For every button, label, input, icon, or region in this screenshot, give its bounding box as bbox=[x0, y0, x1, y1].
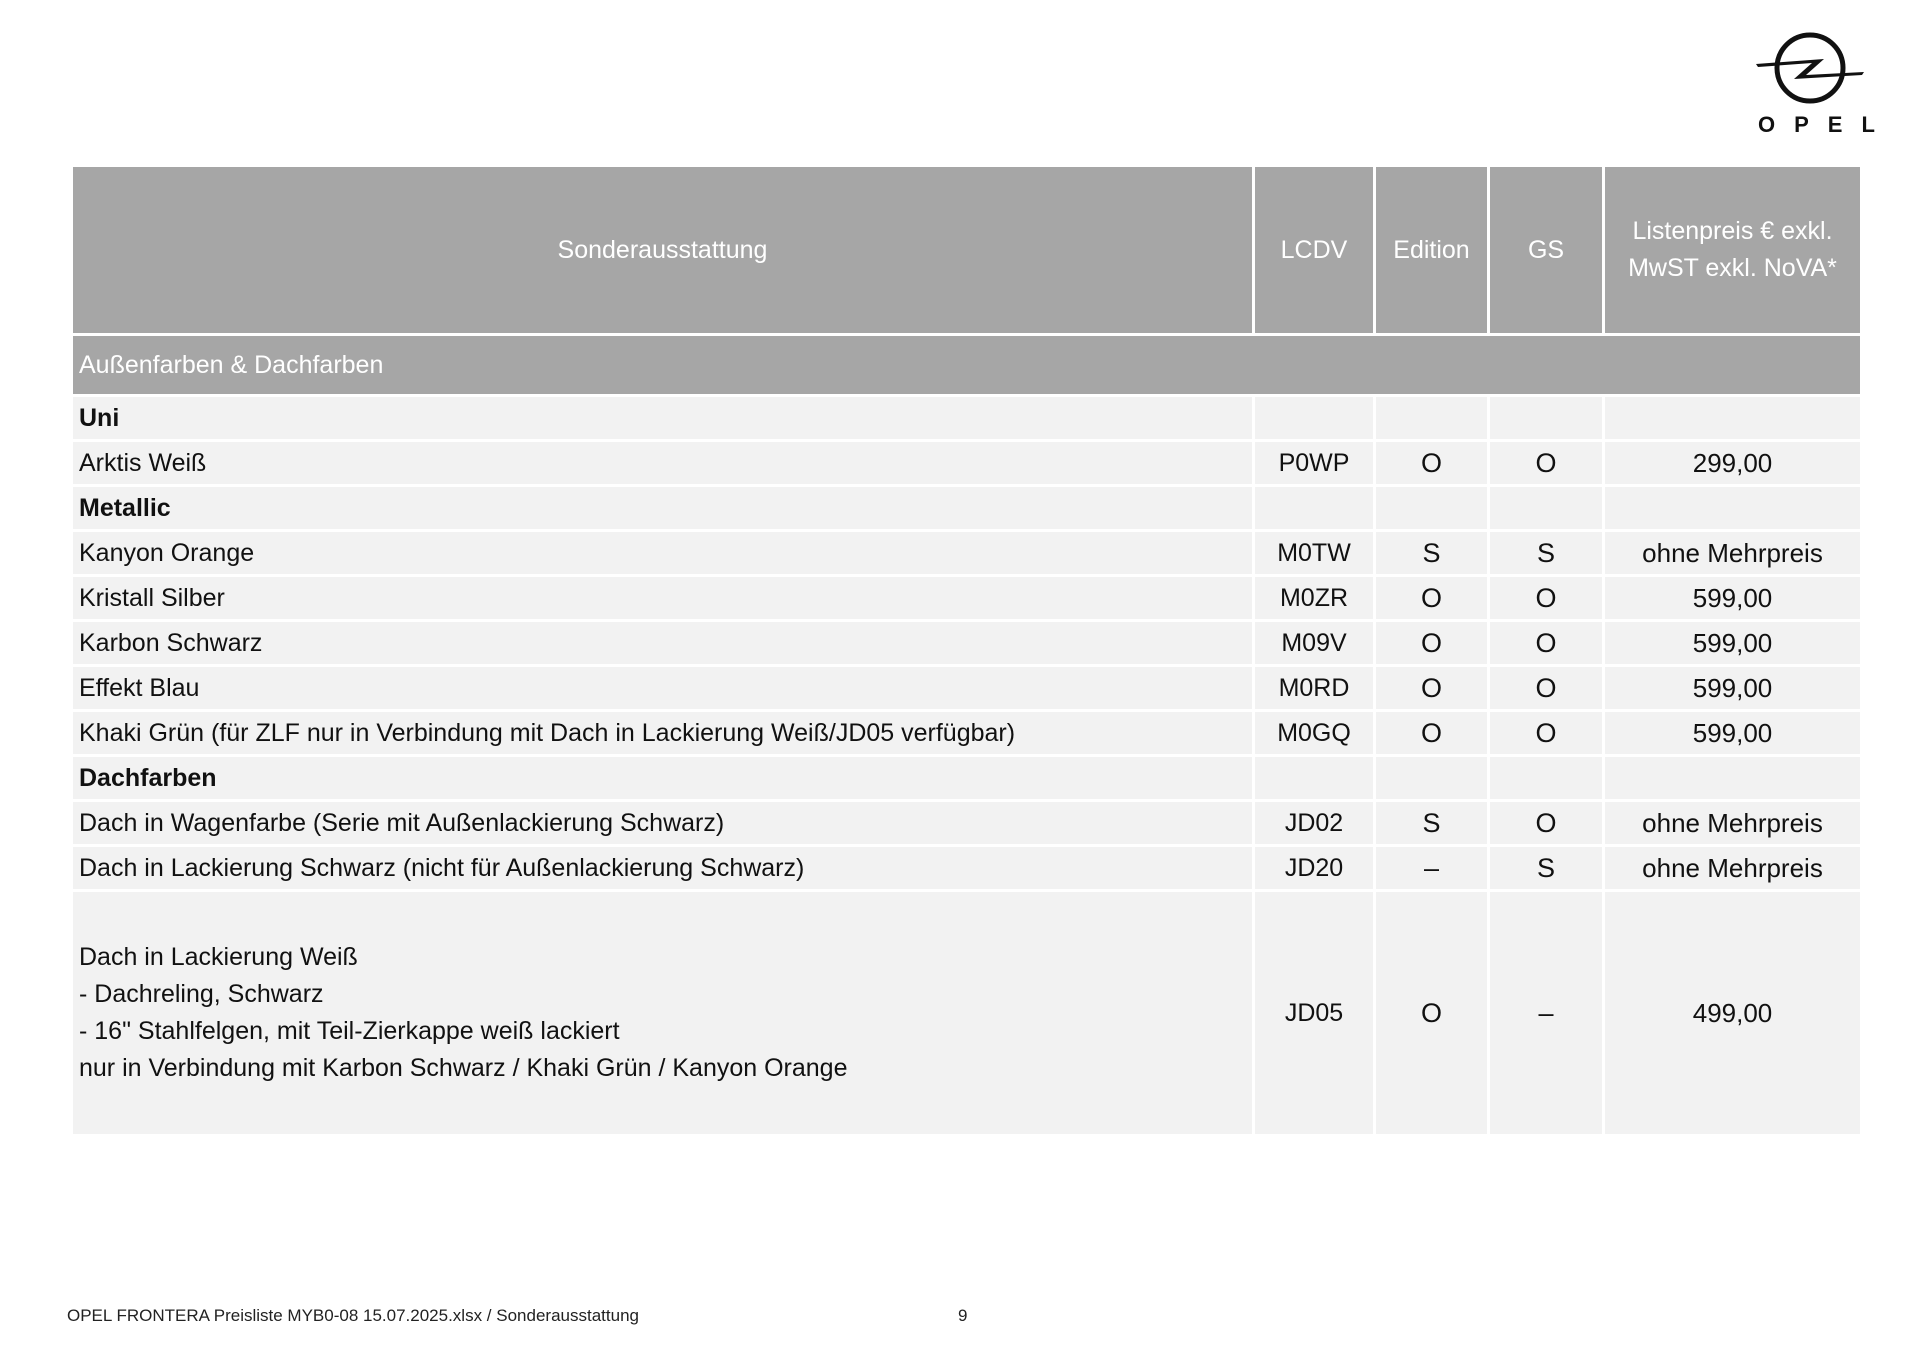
option-price: 599,00 bbox=[1604, 576, 1862, 621]
table-row bbox=[72, 846, 1862, 891]
section-title: Außenfarben & Dachfarben bbox=[72, 335, 1862, 396]
option-label: Kristall Silber bbox=[72, 576, 1254, 621]
edition-availability: O bbox=[1375, 621, 1489, 666]
edition-availability: – bbox=[1375, 846, 1489, 891]
edition-availability: O bbox=[1375, 666, 1489, 711]
option-label: Dach in Lackierung Schwarz (nicht für Außenlackierung Schwarz) bbox=[72, 846, 1254, 891]
table-row bbox=[72, 576, 1862, 621]
gs-availability: O bbox=[1489, 801, 1604, 846]
empty-cell bbox=[1254, 756, 1375, 801]
option-line: Dach in Lackierung Weiß bbox=[79, 943, 358, 971]
option-code: JD20 bbox=[1254, 846, 1375, 891]
header-sonderausstattung: Sonderausstattung bbox=[72, 166, 1254, 335]
option-line: - Dachreling, Schwarz bbox=[79, 980, 324, 1008]
header-gs: GS bbox=[1489, 166, 1604, 335]
option-label-multiline bbox=[72, 891, 1254, 1136]
table-row-white-roof bbox=[72, 891, 1862, 1136]
option-label: Effekt Blau bbox=[72, 666, 1254, 711]
empty-cell bbox=[1375, 756, 1489, 801]
gs-availability: S bbox=[1489, 531, 1604, 576]
empty-cell bbox=[1604, 486, 1862, 531]
gs-availability: S bbox=[1489, 846, 1604, 891]
option-code: JD02 bbox=[1254, 801, 1375, 846]
option-label: Karbon Schwarz bbox=[72, 621, 1254, 666]
table-row bbox=[72, 441, 1862, 486]
edition-availability: S bbox=[1375, 531, 1489, 576]
option-price: ohne Mehrpreis bbox=[1604, 801, 1862, 846]
page-number: 9 bbox=[958, 1306, 968, 1325]
group-row bbox=[72, 486, 1862, 531]
group-row bbox=[72, 396, 1862, 441]
gs-availability: O bbox=[1489, 666, 1604, 711]
option-price: 499,00 bbox=[1604, 891, 1862, 1136]
option-line: - 16" Stahlfelgen, mit Teil-Zierkappe weiß lackiert bbox=[79, 1017, 620, 1045]
option-code: P0WP bbox=[1254, 441, 1375, 486]
gs-availability: – bbox=[1489, 891, 1604, 1136]
group-label: Dachfarben bbox=[72, 756, 1254, 801]
table-row bbox=[72, 621, 1862, 666]
option-label: Arktis Weiß bbox=[72, 441, 1254, 486]
empty-cell bbox=[1489, 396, 1604, 441]
gs-availability: O bbox=[1489, 711, 1604, 756]
empty-cell bbox=[1375, 396, 1489, 441]
option-price: ohne Mehrpreis bbox=[1604, 531, 1862, 576]
option-line: nur in Verbindung mit Karbon Schwarz / Khaki Grün / Kanyon Orange bbox=[79, 1054, 848, 1082]
empty-cell bbox=[1489, 486, 1604, 531]
opel-blitz-icon bbox=[1754, 28, 1866, 108]
empty-cell bbox=[1489, 756, 1604, 801]
table-row bbox=[72, 801, 1862, 846]
price-table bbox=[70, 164, 1863, 1137]
footer-source: OPEL FRONTERA Preisliste MYB0-08 15.07.2025.xlsx / Sonderausstattung bbox=[67, 1306, 639, 1325]
edition-availability: O bbox=[1375, 576, 1489, 621]
gs-availability: O bbox=[1489, 441, 1604, 486]
edition-availability: O bbox=[1375, 441, 1489, 486]
opel-logo bbox=[1748, 28, 1894, 138]
group-row bbox=[72, 756, 1862, 801]
empty-cell bbox=[1604, 396, 1862, 441]
header-listenpreis: Listenpreis € exkl. MwST exkl. NoVA* bbox=[1604, 166, 1862, 335]
option-label: Dach in Wagenfarbe (Serie mit Außenlackierung Schwarz) bbox=[72, 801, 1254, 846]
option-price: 599,00 bbox=[1604, 621, 1862, 666]
gs-availability: O bbox=[1489, 576, 1604, 621]
empty-cell bbox=[1375, 486, 1489, 531]
option-price: ohne Mehrpreis bbox=[1604, 846, 1862, 891]
table-row bbox=[72, 531, 1862, 576]
opel-wordmark: OPEL bbox=[1758, 112, 1894, 137]
option-price: 599,00 bbox=[1604, 711, 1862, 756]
option-price: 299,00 bbox=[1604, 441, 1862, 486]
empty-cell bbox=[1254, 396, 1375, 441]
group-label: Uni bbox=[72, 396, 1254, 441]
table-header-row bbox=[72, 166, 1862, 335]
option-price: 599,00 bbox=[1604, 666, 1862, 711]
empty-cell bbox=[1254, 486, 1375, 531]
empty-cell bbox=[1604, 756, 1862, 801]
edition-availability: O bbox=[1375, 711, 1489, 756]
option-label: Khaki Grün (für ZLF nur in Verbindung mit Dach in Lackierung Weiß/JD05 verfügbar) bbox=[72, 711, 1254, 756]
table-row bbox=[72, 666, 1862, 711]
option-code: M0ZR bbox=[1254, 576, 1375, 621]
table-row bbox=[72, 711, 1862, 756]
gs-availability: O bbox=[1489, 621, 1604, 666]
edition-availability: O bbox=[1375, 891, 1489, 1136]
option-code: JD05 bbox=[1254, 891, 1375, 1136]
option-code: M0GQ bbox=[1254, 711, 1375, 756]
group-label: Metallic bbox=[72, 486, 1254, 531]
option-code: M0TW bbox=[1254, 531, 1375, 576]
edition-availability: S bbox=[1375, 801, 1489, 846]
header-lcdv: LCDV bbox=[1254, 166, 1375, 335]
option-label: Kanyon Orange bbox=[72, 531, 1254, 576]
option-code: M09V bbox=[1254, 621, 1375, 666]
section-row bbox=[72, 335, 1862, 396]
option-code: M0RD bbox=[1254, 666, 1375, 711]
header-edition: Edition bbox=[1375, 166, 1489, 335]
